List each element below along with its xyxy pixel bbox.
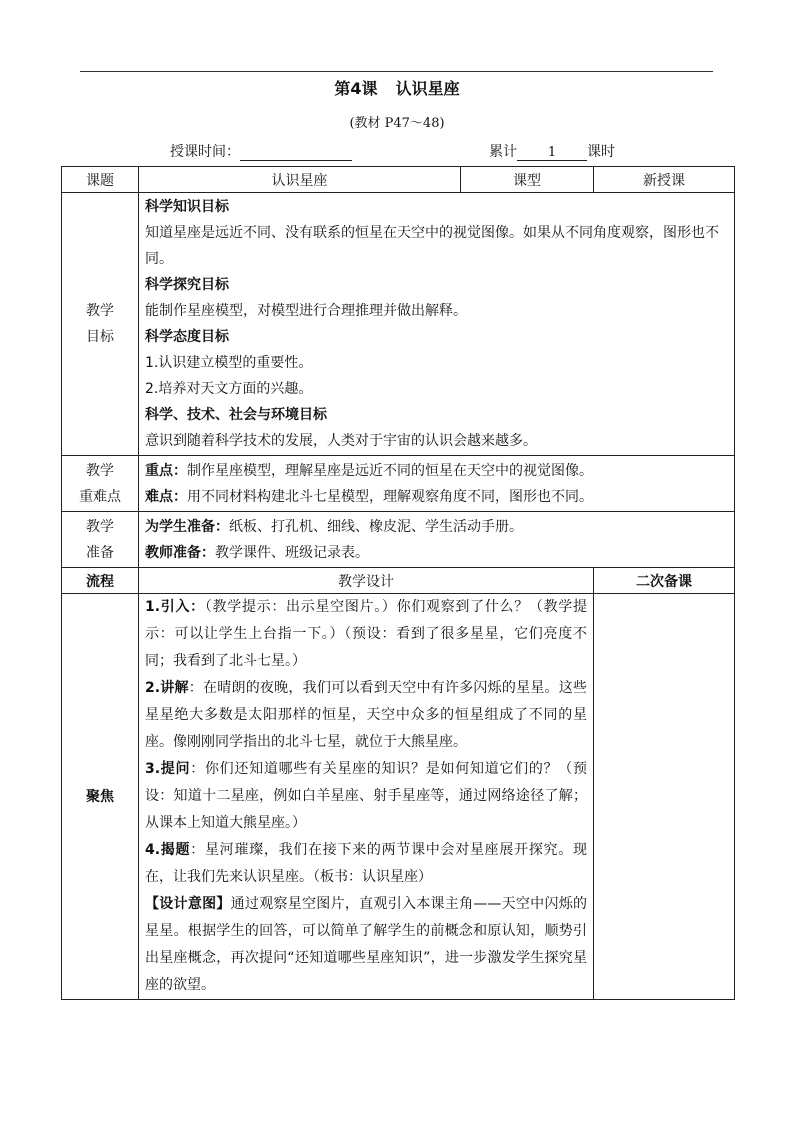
step4-text: ：星河璀璨，我们在接下来的两节课中会对星座展开探究。现在，让我们先来认识星座。（板书：认识星座） — [145, 842, 588, 885]
process-col-design: 教学设计 — [139, 568, 594, 594]
lesson-number: 第4课 — [334, 79, 378, 98]
key-points-label-line1: 教学 — [86, 462, 114, 479]
preparation-content — [139, 512, 735, 568]
subject-value: 认识星座 — [139, 167, 461, 193]
focus-revision-cell[interactable] — [594, 594, 735, 1000]
step3-title: 3.提问 — [145, 761, 191, 777]
total-periods-label: 累计 — [489, 144, 517, 160]
step1-text: （教学提示：出示星空图片。）你们观察到了什么？（教学提示：可以让学生上台指一下。）（预设：看到了很多星星，它们亮度不同；我看到了北斗七星。） — [145, 599, 588, 669]
difficulty-text: 用不同材料构建北斗七星模型，理解观察角度不同，图形也不同。 — [187, 488, 593, 505]
student-prep-label: 为学生准备： — [145, 518, 229, 535]
objectives-label — [62, 193, 139, 456]
key-points-content — [139, 456, 735, 512]
sts-text: 意识到随着科学技术的发展，人类对于宇宙的认识会越来越多。 — [145, 433, 537, 449]
attitude-item-1: 1.认识建立模型的重要性。 — [145, 355, 313, 371]
class-time — [170, 141, 352, 161]
design-intent-title: 【设计意图】 — [145, 896, 231, 912]
lesson-title — [0, 76, 794, 99]
class-time-label: 授课时间： — [170, 144, 240, 160]
focus-label: 聚焦 — [62, 594, 139, 1000]
total-periods — [489, 141, 615, 161]
lesson-plan-table — [61, 166, 735, 1000]
attitude-item-2: 2.培养对天文方面的兴趣。 — [145, 381, 313, 397]
key-points-row — [62, 456, 735, 512]
header-rule — [80, 71, 713, 72]
total-periods-unit: 课时 — [587, 144, 615, 160]
objectives-label-line1: 教学 — [86, 303, 114, 319]
step4-title: 4.揭题 — [145, 842, 191, 858]
objectives-row — [62, 193, 735, 456]
key-point-label: 重点： — [145, 462, 187, 479]
attitude-title: 科学态度目标 — [145, 329, 229, 345]
teacher-prep-text: 教学课件、班级记录表。 — [215, 544, 369, 561]
inquiry-text: 能制作星座模型，对模型进行合理推理并做出解释。 — [145, 303, 467, 319]
step2-text: ：在晴朗的夜晚，我们可以看到天空中有许多闪烁的星星。这些星星绝大多数是太阳那样的恒星，天空中众多的恒星组成了不同的星座。像刚刚同学指出的北斗七星，就位于大熊星座。 — [145, 680, 588, 750]
design-intent-text: 通过观察星空图片，直观引入本课主角——天空中闪烁的星星。根据学生的回答，可以简单了解学生的前概念和原认知，顺势引出星座概念，再次提问“还知道哪些星座知识”，进一步激发学生探究星座的欲望。 — [145, 896, 587, 993]
type-label: 课型 — [461, 167, 594, 193]
lesson-name: 认识星座 — [395, 79, 460, 98]
student-prep-text: 纸板、打孔机、细线、橡皮泥、学生活动手册。 — [229, 518, 523, 535]
subject-label: 课题 — [62, 167, 139, 193]
difficulty-label: 难点： — [145, 488, 187, 505]
process-col-flow: 流程 — [62, 568, 139, 594]
preparation-label-line1: 教学 — [86, 518, 114, 535]
objectives-content — [139, 193, 735, 456]
sts-title: 科学、技术、社会与环境目标 — [145, 407, 327, 423]
subject-row — [62, 167, 735, 193]
step2-title: 2.讲解 — [145, 680, 189, 696]
total-periods-value: 1 — [517, 145, 587, 161]
knowledge-text: 知道星座是远近不同、没有联系的恒星在天空中的视觉图像。如果从不同角度观察，图形也不同。 — [145, 225, 719, 267]
step3-text: ：你们还知道哪些有关星座的知识？是如何知道它们的？（预设：知道十二星座，例如白羊星座、射手星座等，通过网络途径了解；从课本上知道大熊星座。） — [145, 761, 588, 831]
focus-row — [62, 594, 735, 1000]
class-time-field[interactable] — [240, 144, 352, 161]
focus-content — [139, 594, 594, 1000]
process-col-revision: 二次备课 — [594, 568, 735, 594]
process-header-row — [62, 568, 735, 594]
type-value: 新授课 — [594, 167, 735, 193]
knowledge-title: 科学知识目标 — [145, 199, 229, 215]
teacher-prep-label: 教师准备： — [145, 544, 215, 561]
preparation-row — [62, 512, 735, 568]
key-points-label-line2: 重难点 — [79, 488, 121, 505]
key-points-label — [62, 456, 139, 512]
objectives-label-line2: 目标 — [86, 329, 114, 345]
inquiry-title: 科学探究目标 — [145, 277, 229, 293]
preparation-label — [62, 512, 139, 568]
step1-title: 1.引入： — [145, 599, 205, 615]
textbook-pages: (教材 P47～48) — [349, 116, 445, 131]
key-point-text: 制作星座模型，理解星座是远近不同的恒星在天空中的视觉图像。 — [187, 462, 593, 479]
preparation-label-line2: 准备 — [86, 544, 114, 561]
